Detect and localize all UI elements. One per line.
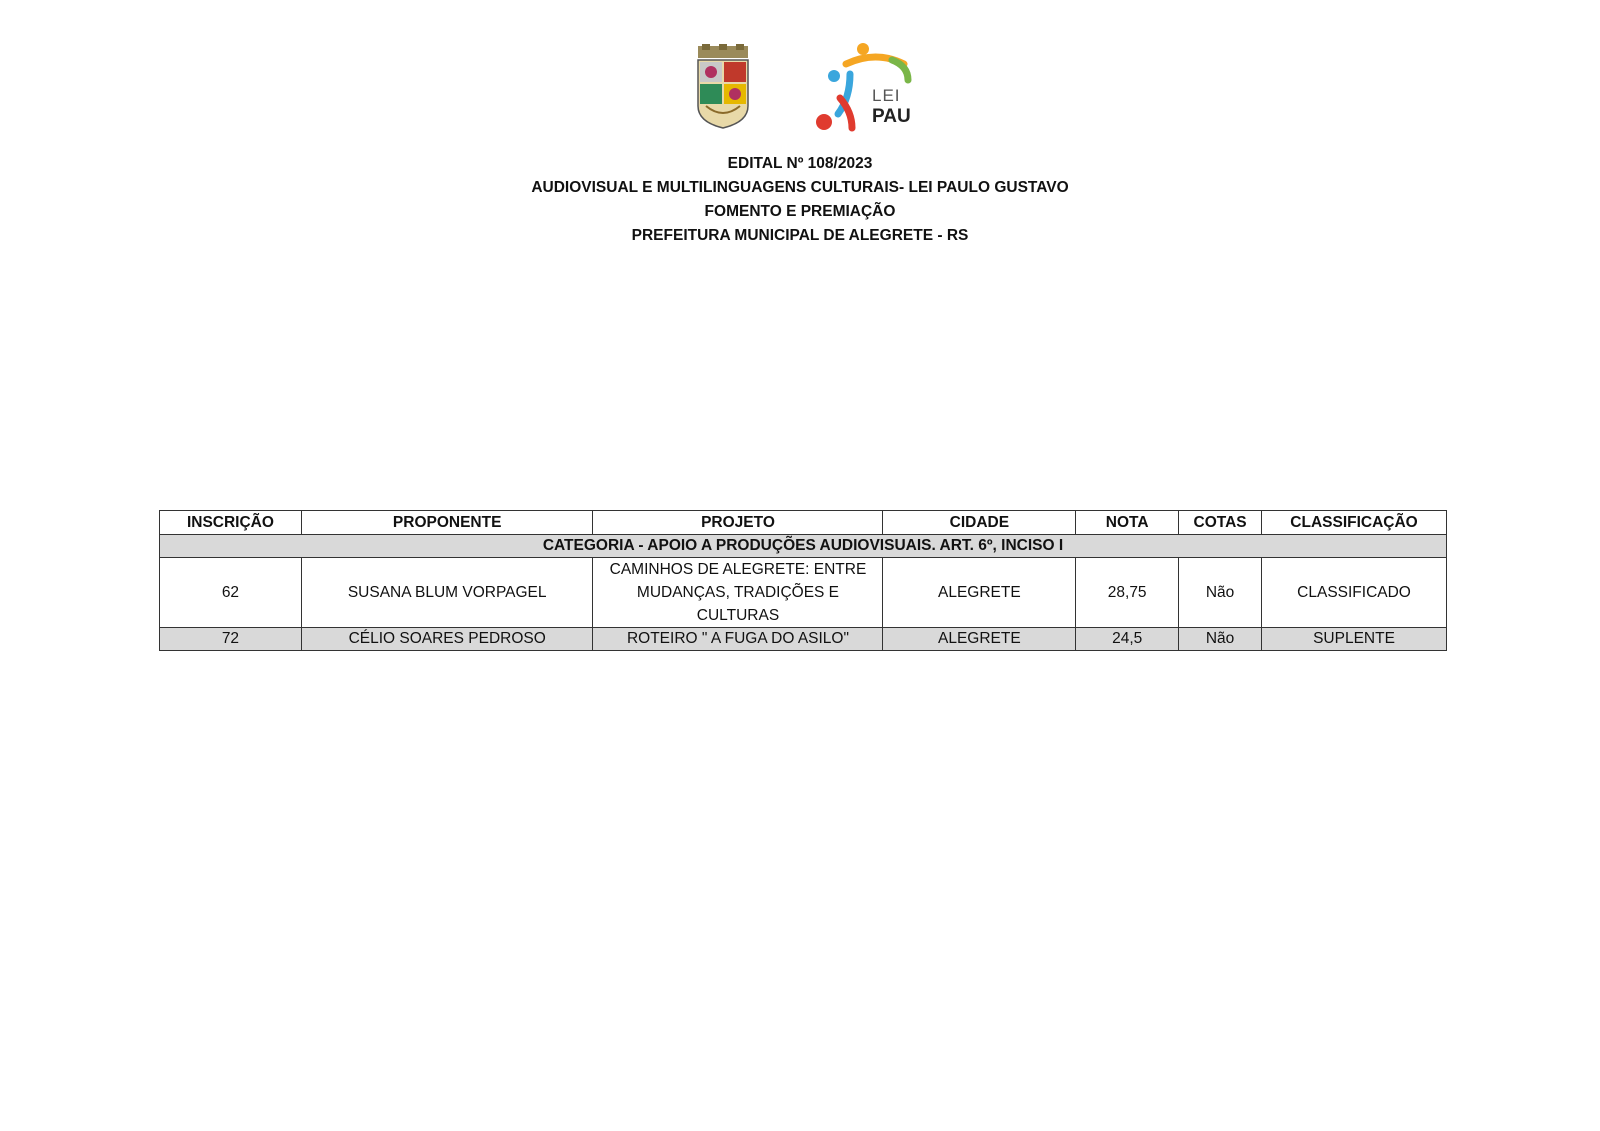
cell-inscricao: 72 [160,628,302,651]
cell-cidade: ALEGRETE [883,628,1076,651]
cell-cotas: Não [1179,558,1262,628]
municipal-coat-of-arms-icon [692,44,754,130]
col-nota: NOTA [1076,511,1179,535]
cell-inscricao: 62 [160,558,302,628]
lei-paulo-gustavo-logo [816,42,922,132]
logo-lei-text: LEI [872,86,901,105]
results-table [159,510,1447,651]
col-cotas: COTAS [1179,511,1262,535]
col-cidade: CIDADE [883,511,1076,535]
logo-bar [0,42,1600,134]
cell-cidade: ALEGRETE [883,558,1076,628]
cell-projeto: ROTEIRO " A FUGA DO ASILO" [593,628,883,651]
logo-pau-text: PAU [872,106,911,127]
document-heading [0,152,1600,248]
cell-nota: 28,75 [1076,558,1179,628]
col-classificacao: CLASSIFICAÇÃO [1262,511,1447,535]
col-proponente: PROPONENTE [301,511,593,535]
table-row [160,628,1447,651]
cell-projeto-wrap [593,558,883,628]
table-row [160,558,1447,628]
edital-line-3: FOMENTO E PREMIAÇÃO [704,203,896,220]
col-projeto: PROJETO [593,511,883,535]
category-label: CATEGORIA - APOIO A PRODUÇÕES AUDIOVISUAIS. ART. 6º, INCISO I [160,535,1447,558]
cell-proponente: CÉLIO SOARES PEDROSO [301,628,593,651]
col-inscricao: INSCRIÇÃO [160,511,302,535]
cell-classificacao: SUPLENTE [1262,628,1447,651]
cell-cotas: Não [1179,628,1262,651]
cell-nota: 24,5 [1076,628,1179,651]
table-header-row [160,511,1447,535]
edital-number: EDITAL Nº 108/2023 [727,155,873,172]
category-row [160,535,1447,558]
edital-line-4: PREFEITURA MUNICIPAL DE ALEGRETE - RS [631,227,969,244]
cell-classificacao: CLASSIFICADO [1262,558,1447,628]
cell-proponente: SUSANA BLUM VORPAGEL [301,558,593,628]
edital-subtitle: AUDIOVISUAL E MULTILINGUAGENS CULTURAIS- LEI PAULO GUSTAVO [531,179,1069,196]
cell-projeto: CAMINHOS DE ALEGRETE: ENTRE MUDANÇAS, TRADIÇÕES E CULTURAS [609,561,867,624]
